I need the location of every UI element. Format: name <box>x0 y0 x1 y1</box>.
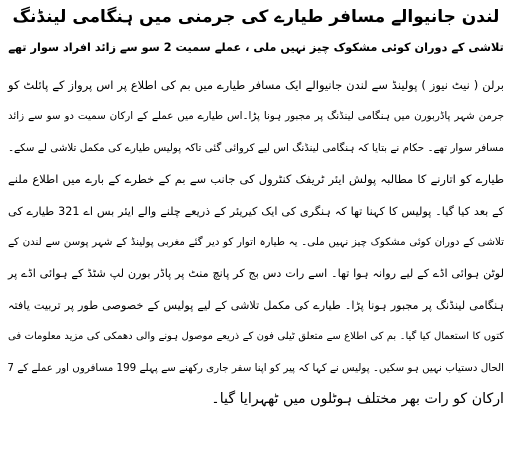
body-line: الحال دستیاب نہیں ہو سکیں۔ پولیس نے کہا کہ پیر کو اپنا سفر جاری رکھنے سے پہلے 199 مسافروں اور عملے کے 7 <box>7 361 504 374</box>
body-line: تلاشی کے دوران کوئی مشکوک چیز نہیں ملی۔ یہ طیارہ اتوار کو دیر گئے مغربی پولینڈ کے شہر پوسن سے لندن کے <box>8 236 504 249</box>
body-line: طیارے کو اتارنے کا مطالبہ پولش ایئر ٹریفک کنٹرول کی جانب سے بم کے خطرے کے بارے میں اطلاع ملنے <box>8 172 504 187</box>
body-line: لوٹن ہوائی اڈے کے لیے روانہ ہوا تھا۔ اسے رات دس بج کر پانچ منٹ پر پاڈر بورن لپ شٹڈ کے ہوائی اڈے پر <box>8 267 504 281</box>
body-line: برلن ( نیٹ نیوز ) پولینڈ سے لندن جانیوالے ایک مسافر طیارے میں بم کی اطلاع پر اس پرواز کے پائلٹ کو <box>8 78 504 92</box>
article-headline: لندن جانیوالے مسافر طیارے کی جرمنی میں ہنگامی لینڈنگ <box>12 7 500 27</box>
body-line: ہنگامی لینڈنگ پر مجبور ہونا پڑا۔ طیارے کی مکمل تلاشی کے لیے پولیس کے خصوصی طور پر تربیت یافتہ <box>8 298 504 312</box>
body-line: کتوں کا استعمال کیا گیا۔ بم کی اطلاع سے متعلق ٹیلی فون کے ذریعے موصول ہونے والی دھمکی کی مزید معلومات فی <box>8 331 504 343</box>
article-body <box>8 70 504 415</box>
body-line: مسافر سوار تھے۔ حکام نے بتایا کہ ہنگامی لینڈنگ اس لیے کروائی گئی تاکہ پولیس طیارے کی مکمل تلاشی لے سکے۔ <box>8 141 504 154</box>
body-line: ارکان کو رات بھر مختلف ہوٹلوں میں ٹھہرایا گیا۔ <box>211 391 504 408</box>
body-line: کے بعد کیا گیا۔ پولیس کا کہنا تھا کہ ہنگری کی ایک کیریئر کے ذریعے چلنے والے ایئر بس اے 321 طیارے کی <box>8 204 504 218</box>
body-line: جرمن شہر پاڈربورن میں ہنگامی لینڈنگ پر مجبور ہونا پڑا۔اس طیارے میں عملے کے ارکان سمیت دو سو سے زائد <box>8 110 504 123</box>
article-subheadline: تلاشی کے دوران کوئی مشکوک چیز نہیں ملی ، عملے سمیت 2 سو سے زائد افراد سوار تھے <box>8 41 504 54</box>
